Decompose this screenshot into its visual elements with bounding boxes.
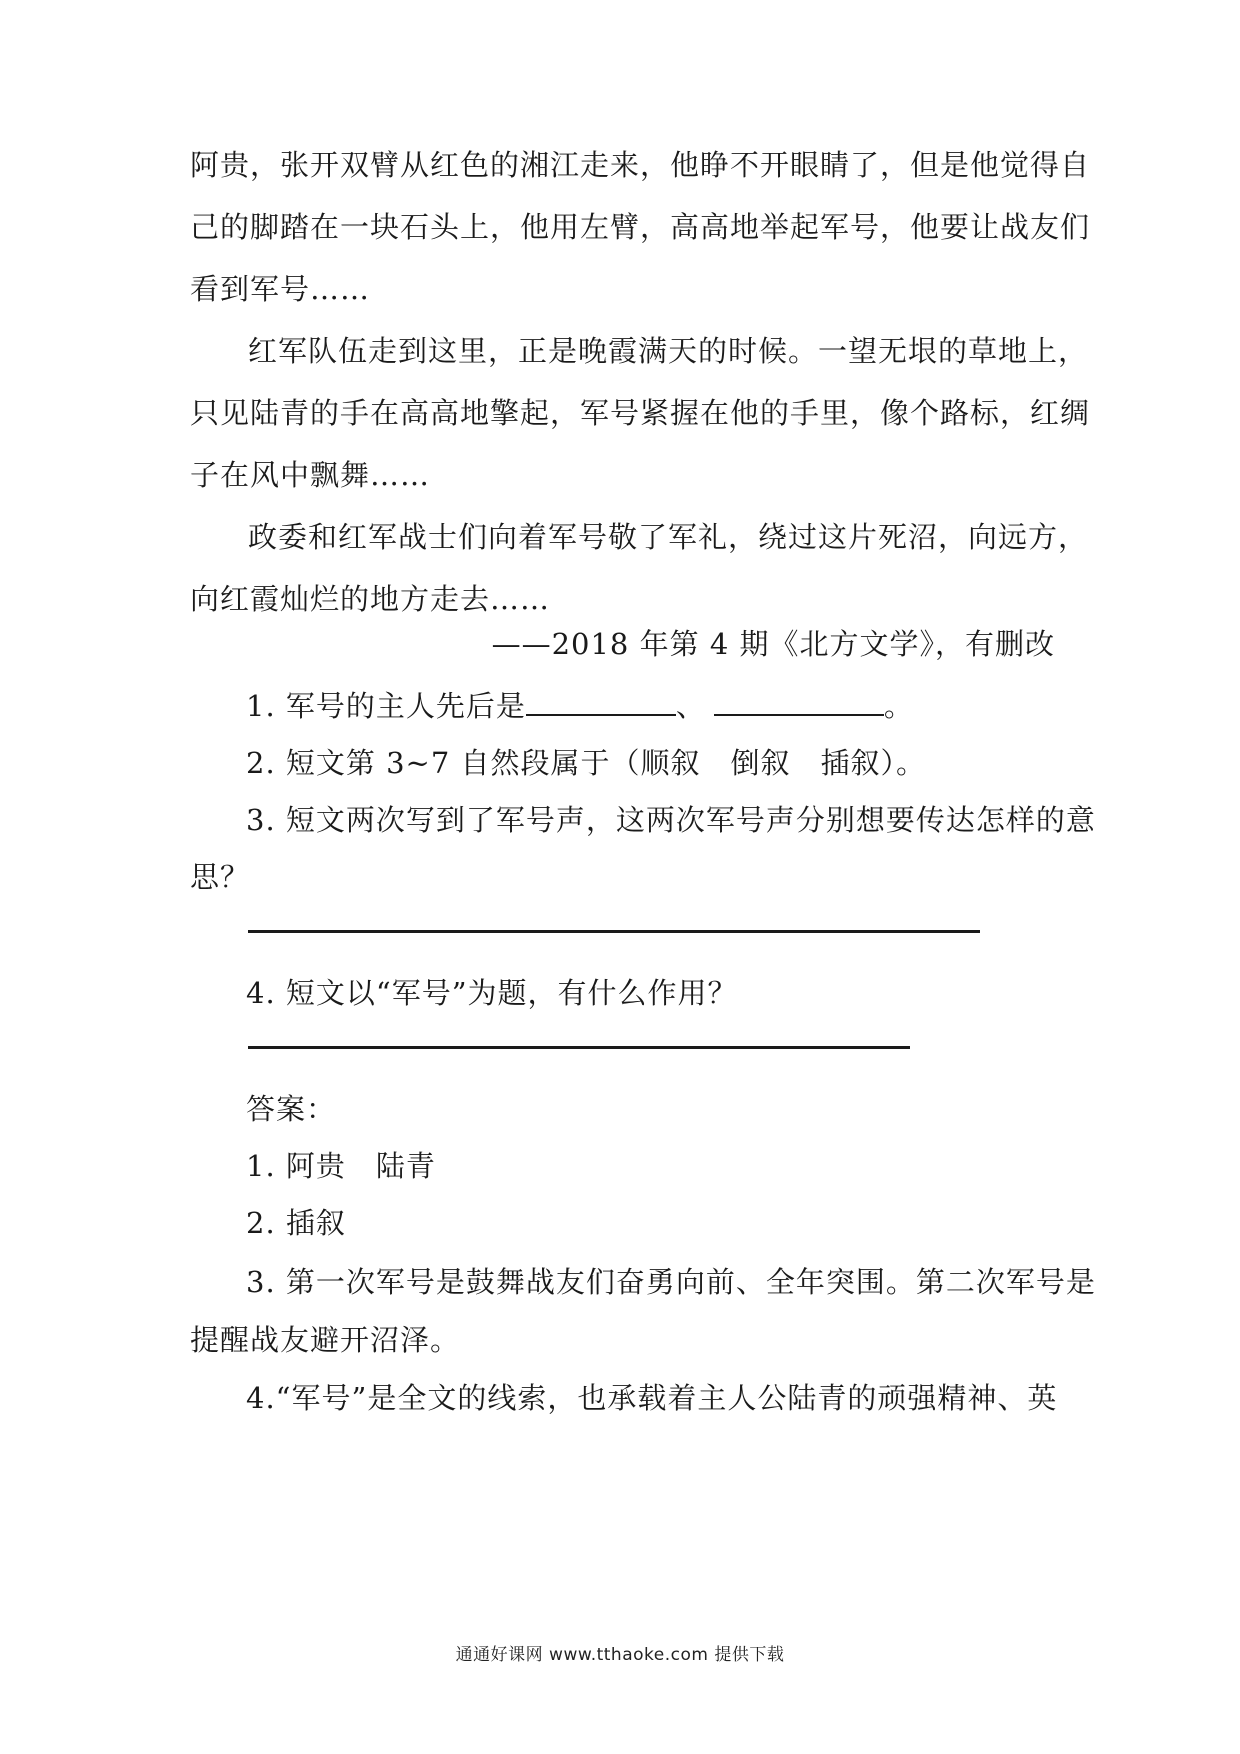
answer-3-line1: 3. 第一次军号是鼓舞战友们奋勇向前、全年突围。第二次军号是 bbox=[246, 1265, 1096, 1299]
passage-p2-line3: 子在风中飘舞…… bbox=[190, 458, 431, 492]
question-3-line2: 思？ bbox=[190, 860, 251, 894]
answer-1: 1. 阿贵 陆青 bbox=[246, 1149, 436, 1183]
question-1-end: 。 bbox=[883, 689, 914, 723]
passage-source: ——2018 年第 4 期《北方文学》，有删改 bbox=[491, 627, 1055, 661]
question-1-separator: 、 bbox=[675, 689, 706, 723]
answer-3-line2: 提醒战友避开沼泽。 bbox=[190, 1323, 461, 1357]
answer-blank-1[interactable] bbox=[526, 686, 676, 716]
passage-p1-line3: 看到军号…… bbox=[190, 272, 371, 306]
question-1-prefix: 1. 军号的主人先后是 bbox=[246, 689, 526, 723]
passage-p2-line1: 红军队伍走到这里，正是晚霞满天的时候。一望无垠的草地上， bbox=[248, 334, 1089, 368]
passage-p3-line1: 政委和红军战士们向着军号敬了军礼，绕过这片死沼，向远方， bbox=[248, 520, 1089, 554]
answers-heading: 答案： bbox=[246, 1092, 337, 1126]
passage-p3-line2: 向红霞灿烂的地方走去…… bbox=[190, 582, 551, 616]
question-4: 4. 短文以“军号”为题，有什么作用？ bbox=[246, 976, 738, 1010]
passage-p1-line1: 阿贵，张开双臂从红色的湘江走来，他睁不开眼睛了，但是他觉得自 bbox=[190, 148, 1091, 182]
passage-p1-line2: 己的脚踏在一块石头上，他用左臂，高高地举起军号，他要让战友们 bbox=[190, 210, 1091, 244]
answer-4-line1: 4.“军号”是全文的线索，也承载着主人公陆青的顽强精神、英 bbox=[246, 1381, 1058, 1415]
question-3-line1: 3. 短文两次写到了军号声，这两次军号声分别想要传达怎样的意 bbox=[246, 803, 1096, 837]
answer-2: 2. 插叙 bbox=[246, 1206, 346, 1240]
page-footer: 通通好课网 www.tthaoke.com 提供下载 bbox=[455, 1645, 785, 1665]
answer-line-4[interactable] bbox=[248, 1046, 910, 1049]
passage-p2-line2: 只见陆青的手在高高地擎起，军号紧握在他的手里，像个路标，红绸 bbox=[190, 396, 1091, 430]
question-1 bbox=[246, 686, 914, 726]
question-2: 2. 短文第 3~7 自然段属于（顺叙 倒叙 插叙）。 bbox=[246, 746, 927, 780]
answer-line-3[interactable] bbox=[248, 930, 980, 933]
answer-blank-2[interactable] bbox=[714, 686, 884, 716]
